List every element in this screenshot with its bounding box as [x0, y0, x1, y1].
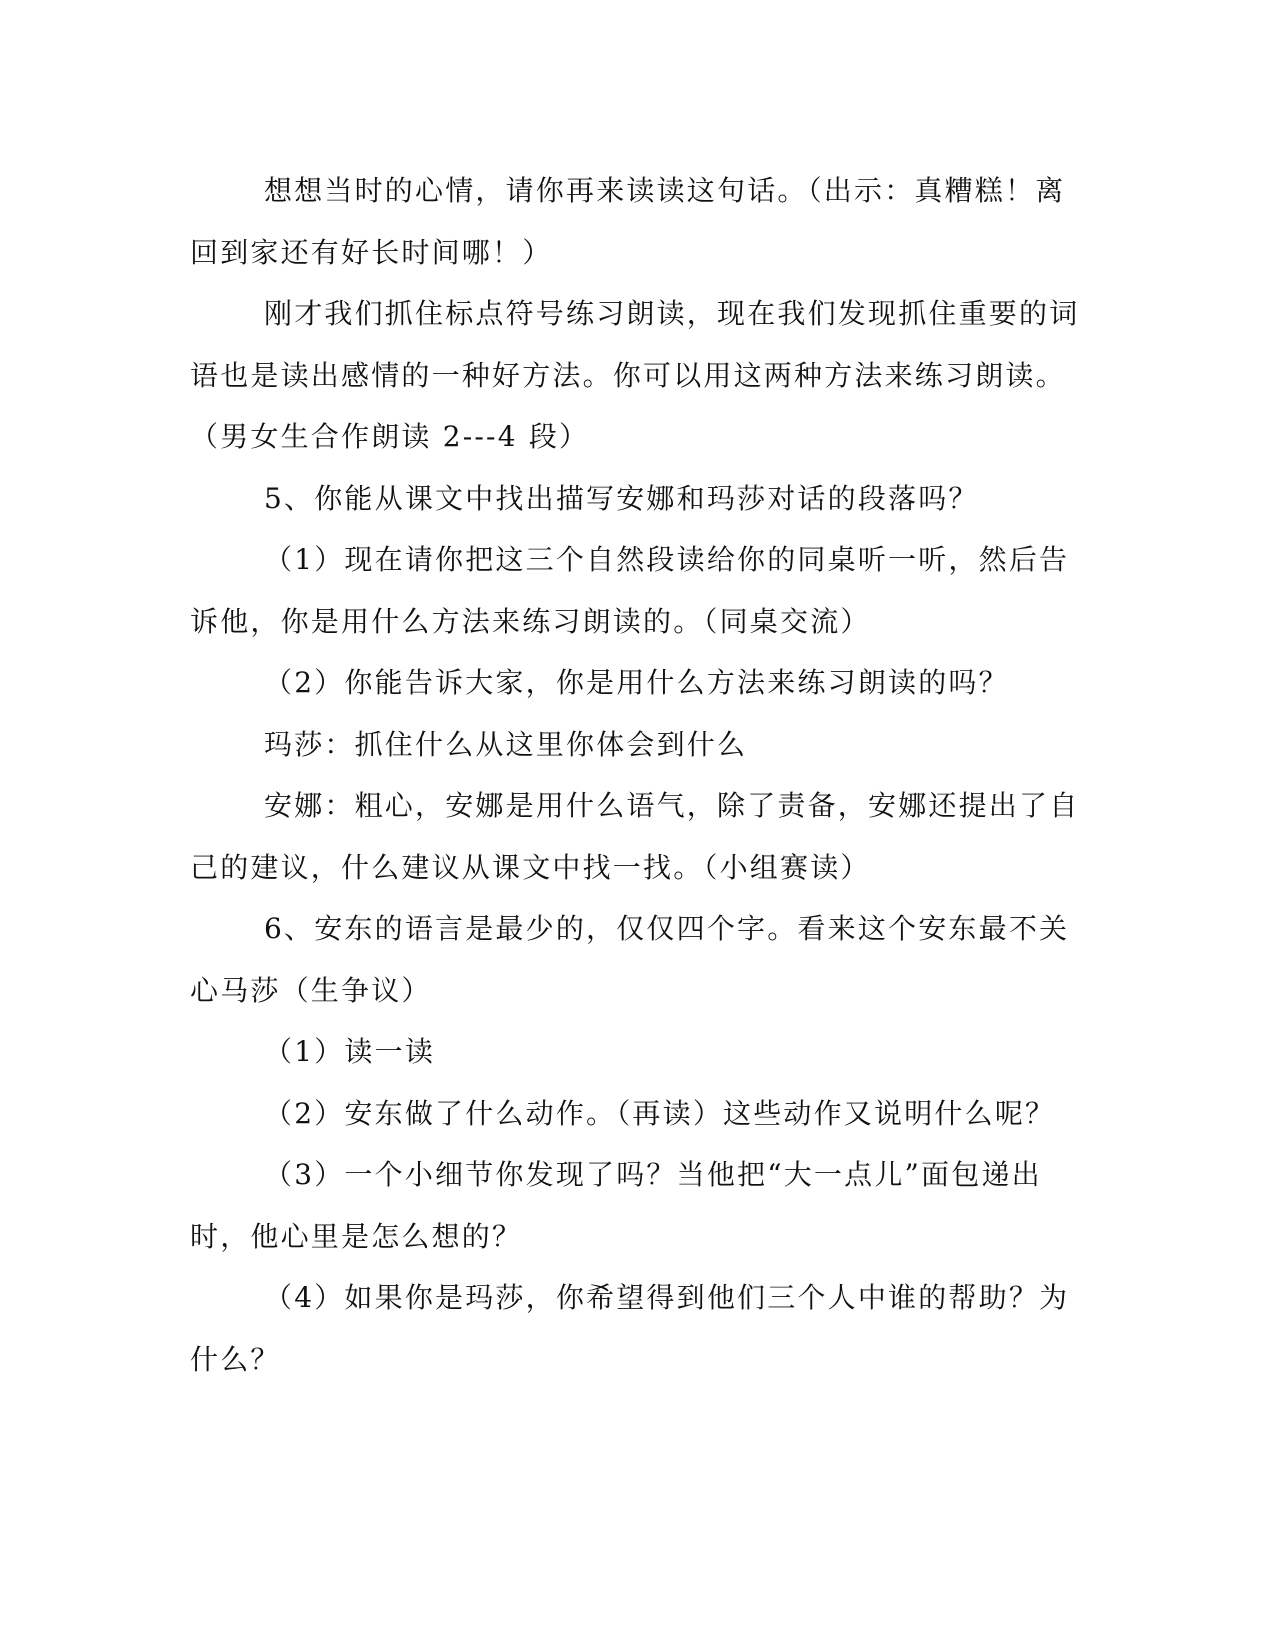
paragraph: （1）现在请你把这三个自然段读给你的同桌听一听，然后告诉他，你是用什么方法来练习朗读的。（同桌交流）: [190, 543, 1070, 638]
paragraph: 想想当时的心情，请你再来读读这句话。（出示：真糟糕！离回到家还有好长时间哪！）: [190, 174, 1066, 269]
paragraph: （1）读一读: [264, 1035, 436, 1068]
paragraph: 6、安东的语言是最少的，仅仅四个字。看来这个安东最不关心马莎（生争议）: [190, 912, 1070, 1007]
paragraph: （2）安东做了什么动作。（再读）这些动作又说明什么呢？: [264, 1096, 1056, 1130]
paragraph: （2）你能告诉大家，你是用什么方法来练习朗读的吗？: [264, 666, 1009, 699]
paragraph: （4）如果你是玛莎，你希望得到他们三个人中谁的帮助？为什么？: [190, 1281, 1070, 1376]
paragraph: 玛莎：抓住什么从这里你体会到什么: [264, 727, 748, 761]
paragraph: 刚才我们抓住标点符号练习朗读，现在我们发现抓住重要的词语也是读出感情的一种好方法。你可以用这两种方法来练习朗读。（男女生合作朗读 2---4 段）: [190, 297, 1080, 453]
document-body: [190, 160, 1085, 1390]
paragraph: 安娜：粗心，安娜是用什么语气，除了责备，安娜还提出了自己的建议，什么建议从课文中找一找。（小组赛读）: [190, 789, 1080, 884]
paragraph: （3）一个小细节你发现了吗？当他把“大一点儿”面包递出时，他心里是怎么想的？: [190, 1158, 1042, 1253]
paragraph: 5、你能从课文中找出描写安娜和玛莎对话的段落吗？: [264, 481, 979, 515]
